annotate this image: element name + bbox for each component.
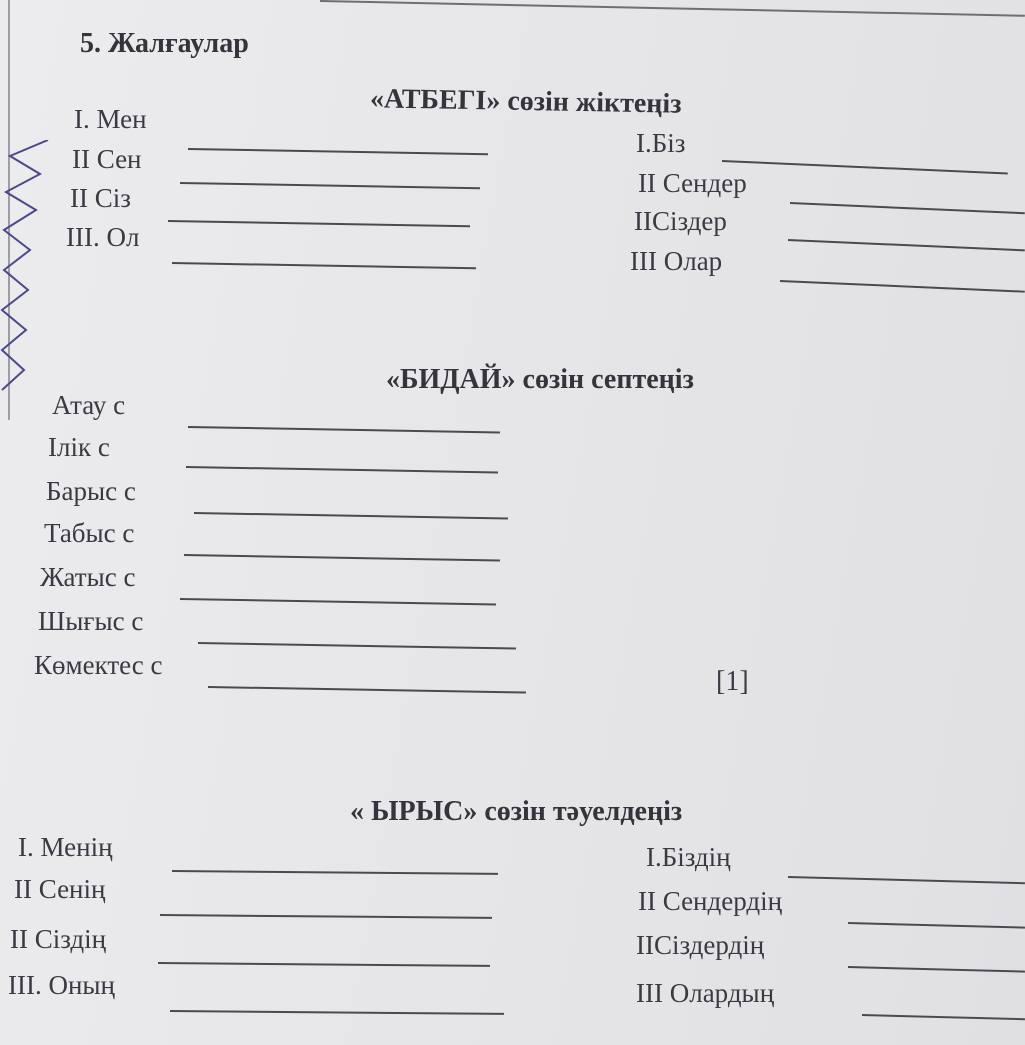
task2-title: «БИДАЙ» сөзін септеңіз xyxy=(386,364,694,395)
case-label-5: Жатыс с xyxy=(40,562,136,592)
task1-right-blank-4[interactable] xyxy=(780,280,1025,293)
task3-right-blank-4[interactable] xyxy=(862,1014,1025,1020)
task1-right-label-4: III Олар xyxy=(630,246,723,276)
score-mark: [1] xyxy=(716,666,749,697)
task3-right-label-4: III Олардың xyxy=(636,978,775,1008)
task3-left-blank-2[interactable] xyxy=(160,914,492,919)
task1-left-label-2: II Сен xyxy=(72,144,142,174)
case-blank-2[interactable] xyxy=(186,466,498,473)
task1-left-label-3: II Сіз xyxy=(70,183,131,213)
task3-right-label-1: I.Біздің xyxy=(646,842,731,872)
task3-left-label-1: I. Менің xyxy=(18,832,113,862)
task3-right-blank-3[interactable] xyxy=(848,966,1025,973)
case-blank-6[interactable] xyxy=(198,642,516,650)
case-blank-3[interactable] xyxy=(194,512,508,519)
task1-right-label-3: IIСіздер xyxy=(634,206,727,236)
section-title: 5. Жалғаулар xyxy=(80,28,249,59)
task1-left-label-4: III. Ол xyxy=(66,222,140,252)
case-blank-4[interactable] xyxy=(184,554,500,562)
task3-left-blank-1[interactable] xyxy=(172,870,498,875)
task1-left-label-1: I. Мен xyxy=(74,104,147,134)
case-label-7: Көмектес с xyxy=(34,650,163,680)
case-label-3: Барыс с xyxy=(46,476,136,506)
task1-left-blank-4[interactable] xyxy=(172,262,476,269)
case-blank-5[interactable] xyxy=(180,598,496,606)
task1-left-blank-2[interactable] xyxy=(180,182,480,189)
task1-title: «АТБЕГІ» сөзін жіктеңіз xyxy=(369,83,682,120)
task1-right-blank-2[interactable] xyxy=(790,202,1025,214)
task3-title: « ЫРЫС» сөзін тәуелдеңіз xyxy=(350,796,683,827)
task1-right-blank-3[interactable] xyxy=(788,239,1025,251)
case-blank-1[interactable] xyxy=(188,426,500,433)
task1-right-label-2: II Сендер xyxy=(638,168,747,198)
case-label-2: Ілік с xyxy=(48,432,110,462)
task3-left-blank-3[interactable] xyxy=(158,962,490,967)
spiral-binding-icon xyxy=(0,140,50,400)
task1-right-blank-1[interactable] xyxy=(722,160,1008,174)
case-blank-7[interactable] xyxy=(208,686,526,694)
task3-right-blank-1[interactable] xyxy=(788,876,1025,884)
case-label-1: Атау с xyxy=(52,390,126,420)
task3-right-label-3: IIСіздердің xyxy=(636,930,765,960)
task1-right-label-1: I.Біз xyxy=(636,128,686,158)
task3-left-label-4: III. Оның xyxy=(8,970,116,1000)
case-label-4: Табыс с xyxy=(44,518,135,548)
case-label-6: Шығыс с xyxy=(38,606,144,636)
task3-left-label-2: II Сенің xyxy=(14,874,106,904)
task1-left-blank-3[interactable] xyxy=(168,220,470,227)
task1-left-blank-1[interactable] xyxy=(188,148,488,155)
task3-left-label-3: II Сіздің xyxy=(10,924,107,954)
task3-left-blank-4[interactable] xyxy=(170,1010,504,1015)
top-rule xyxy=(320,0,1025,17)
task3-right-label-2: II Сендердің xyxy=(638,886,783,916)
task3-right-blank-2[interactable] xyxy=(848,922,1025,929)
